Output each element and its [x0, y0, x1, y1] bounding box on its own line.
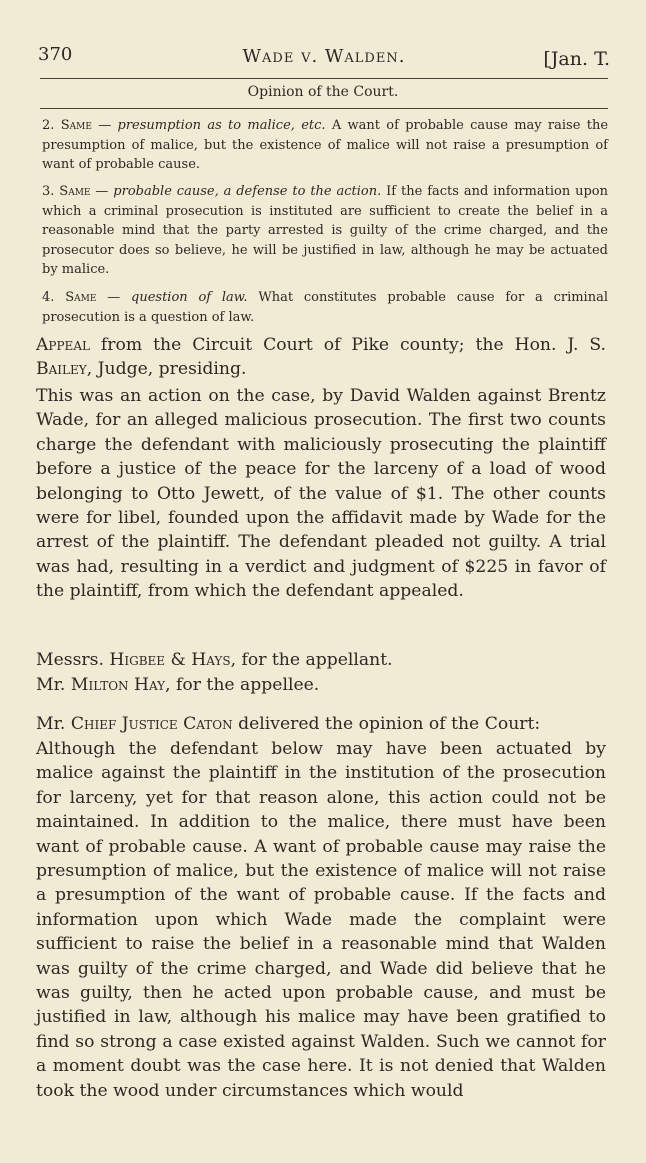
headnote-text: If the facts and information upon which a criminal prosecution is instituted are sufficient to create the belief in a reasonable mind that the party arrested is guilty of the crime charged, and the prosecutor does so believe, he will be justified in law, although he may be actuated by malice. [42, 184, 609, 277]
counsel-prefix: Mr. [36, 675, 71, 695]
justice-name: Chief Justice Caton [70, 714, 233, 734]
counsel-names: Higbee & Hays [109, 650, 231, 670]
running-title: Wade v. Walden. [242, 46, 406, 67]
appeal-text: from the Circuit Court of Pike county; the Hon. J. S. [89, 335, 606, 355]
opinion-prefix: Mr. [36, 714, 71, 734]
headnote-3 [42, 182, 608, 280]
headnote-4 [42, 288, 608, 327]
counsel-prefix: Messrs. [36, 650, 110, 670]
term-label: [Jan. T. [543, 48, 610, 70]
opinion-subheader: Opinion of the Court. [247, 84, 399, 100]
opinion-intro [36, 712, 606, 736]
appeal-lead: Appeal [36, 335, 90, 355]
statement-paragraph: This was an action on the case, by David Walden against Brentz Wade, for an alleged malicious prosecution. The first two counts charge the defendant with maliciously prosecuting the plaintiff before a justice of the peace for the larceny of a load of wood belonging to Otto Jewett, of the value of $1. The other counts were for libel, founded upon the affidavit made by Wade for the arrest of the plaintiff. The defendant pleaded not guilty. A trial was had, resulting in a verdict and judgment of $225 in favor of the plaintiff, from which the defendant appealed. [36, 386, 606, 602]
headnote-topic: question of law. [131, 290, 248, 305]
judge-name: Bailey [36, 359, 87, 380]
headnote-text: A want of probable cause may raise the presumption of malice, but the existence of malice will not raise a presumption of want of probable cause. [42, 118, 609, 172]
headnote-dash: — [90, 184, 114, 199]
headnote-2 [42, 116, 608, 175]
headnote-lead: 3. Same [42, 184, 91, 199]
headnote-topic: probable cause, a defense to the action. [113, 184, 382, 199]
counsel-appellee [36, 673, 606, 697]
counsel-suffix: , for the appellee. [165, 675, 320, 695]
appeal-text-end: , Judge, presiding. [86, 359, 247, 380]
counsel-names: Milton Hay [70, 675, 166, 695]
counsel-appellant [36, 648, 606, 672]
running-header [38, 44, 610, 80]
opinion-paragraph: Although the defendant below may have been actuated by malice against the plaintiff in the institution of the prosecution for larceny, yet for that reason alone, this action could not be maintained. In addition to the malice, there must have been want of probable cause. A want of probable cause may raise the presumption of malice, but the existence of malice will not raise a presumption of the want of probable cause. If the facts and information upon which Wade made the complaint were sufficient to raise the belief in a reasonable mind that Walden was guilty of the crime charged, and Wade did believe that he was guilty, then he acted upon probable cause, and must be justified in law, although his malice may have been gratified to find so strong a case existed against Walden. Such we cannot for a moment doubt was the case here. It is not denied that Walden took the wood under circumstances which would [36, 739, 606, 1101]
headnote-dash: — [91, 118, 118, 133]
headnote-topic: presumption as to malice, etc. [117, 118, 326, 133]
appeal-paragraph [36, 333, 606, 382]
headnote-dash: — [96, 290, 132, 305]
headnote-lead: 2. Same [42, 118, 92, 133]
headnote-text: What constitutes probable cause for a criminal prosecution is a question of law. [42, 290, 608, 325]
page-number: 370 [38, 44, 73, 65]
counsel-suffix: , for the appellant. [230, 650, 393, 670]
headnote-lead: 4. Same [42, 290, 97, 305]
opinion-intro-suffix: delivered the opinion of the Court: [232, 714, 541, 734]
header-rule [40, 78, 608, 79]
subheader-rule [40, 108, 608, 109]
